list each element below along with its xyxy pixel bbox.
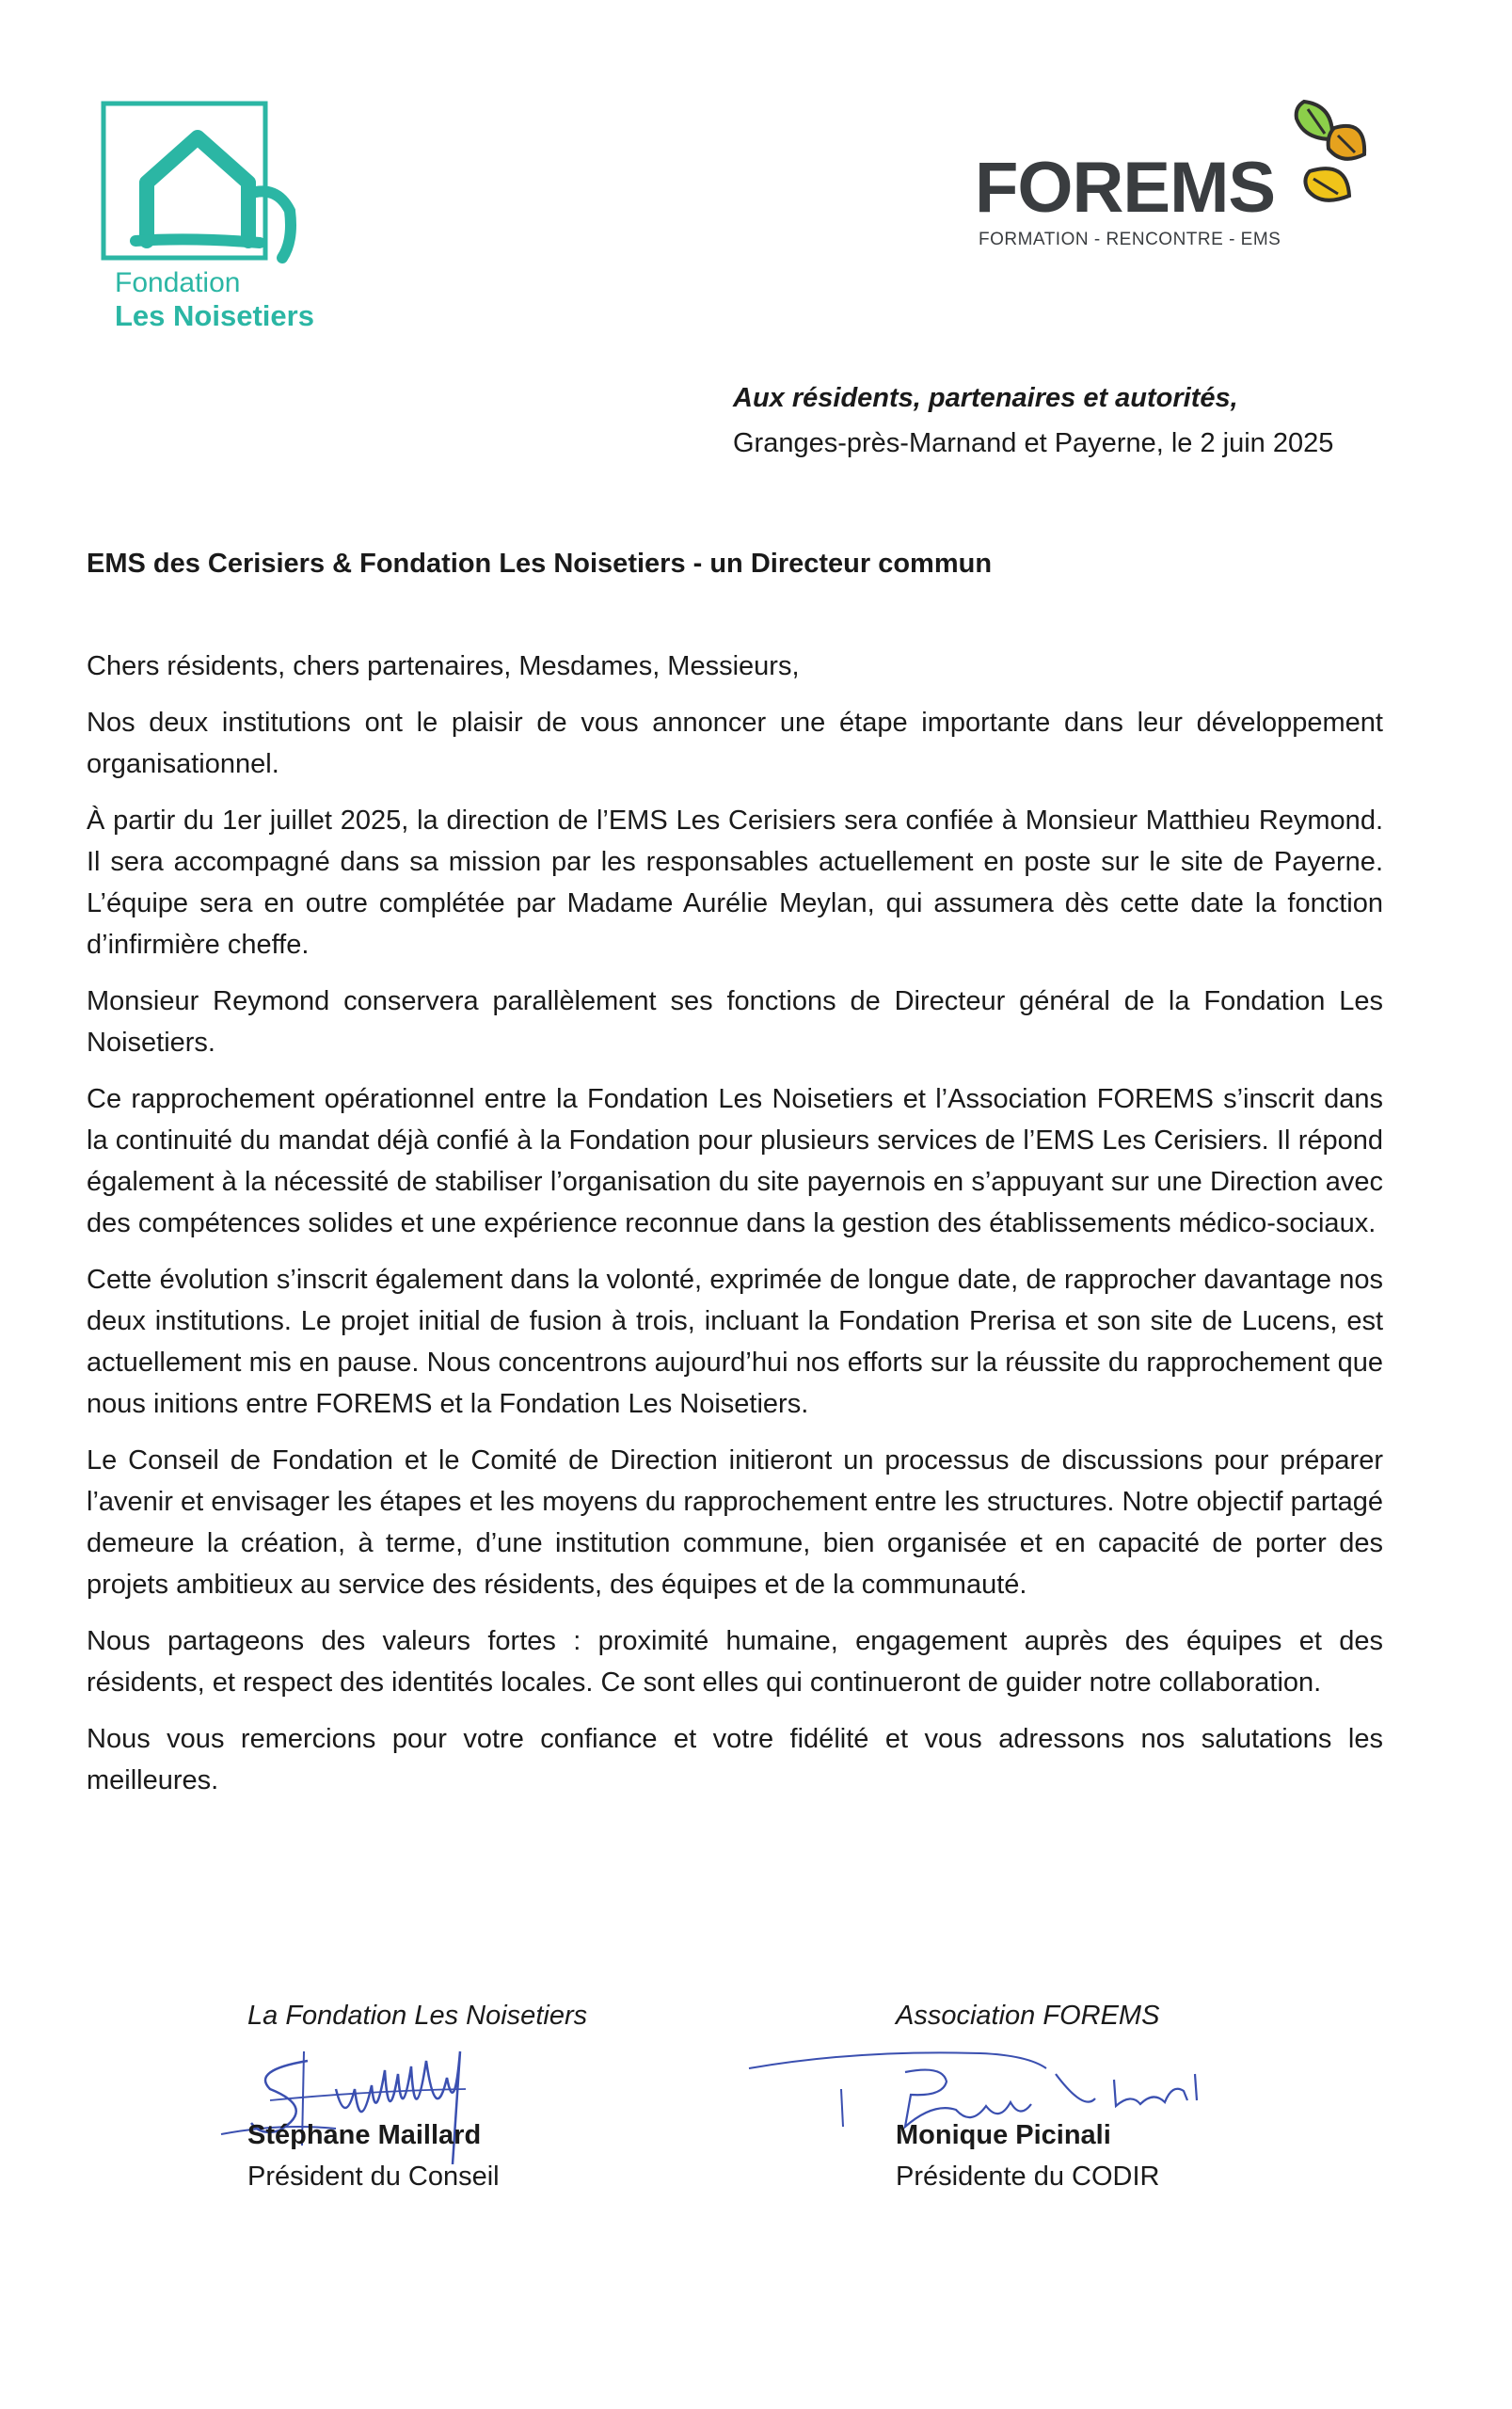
forems-wordmark: FOREMS — [975, 148, 1276, 228]
body-paragraph: Monsieur Reymond conservera parallèlement ses fonctions de Directeur général de la Fondation Les Noisetiers. — [87, 986, 1383, 1058]
signatory-role: Président du Conseil — [247, 2162, 500, 2192]
signature-block-noisetiers — [247, 1995, 718, 2192]
house-icon — [98, 100, 333, 264]
letter-subject: EMS des Cerisiers & Fondation Les Noisetiers - un Directeur commun — [87, 549, 993, 579]
signature-organization: La Fondation Les Noisetiers — [247, 2001, 588, 2031]
greeting-paragraph: Chers résidents, chers partenaires, Mesdames, Messieurs, — [87, 651, 800, 681]
fondation-les-noisetiers-logo — [98, 100, 333, 335]
closing-paragraph: Nous vous remercions pour votre confiance et votre fidélité et vous adressons nos salutations les meilleures. — [87, 1724, 1383, 1795]
forems-logo — [975, 98, 1370, 267]
signatory-name: Stéphane Maillard — [247, 2120, 482, 2150]
place-date: Granges-près-Marnand et Payerne, le 2 juin 2025 — [733, 428, 1334, 458]
leaves-icon — [1276, 98, 1370, 220]
addressee-salutation: Aux résidents, partenaires et autorités, — [733, 383, 1238, 413]
body-paragraph: À partir du 1er juillet 2025, la direction de l’EMS Les Cerisiers sera confiée à Monsieur Matthieu Reymond. Il sera accompagné dans sa mission par les responsables actuellement en poste sur le site de Payerne. L’équipe sera en outre complétée par Madame Aurélie Meylan, qui assumera dès cette date la fonction d’infirmière cheffe. — [87, 806, 1383, 960]
signatory-name: Monique Picinali — [896, 2120, 1111, 2150]
addressee-block — [733, 375, 1448, 466]
body-paragraph: Nous partageons des valeurs fortes : proximité humaine, engagement auprès des équipes et des résidents, et respect des identités locales. Ce sont elles qui continueront de guider notre collaboration. — [87, 1626, 1383, 1698]
signature-block-forems — [896, 1995, 1366, 2192]
body-paragraph: Nos deux institutions ont le plaisir de vous annoncer une étape importante dans leur développement organisationnel. — [87, 708, 1383, 779]
forems-tagline: FORMATION - RENCONTRE - EMS — [979, 230, 1281, 249]
body-paragraph: Cette évolution s’inscrit également dans la volonté, exprimée de longue date, de rapprocher davantage nos deux institutions. Le projet initial de fusion à trois, incluant la Fondation Prerisa et son site de Lucens, est actuellement mis en pause. Nous concentrons aujourd’hui nos efforts sur la réussite du rapprochement que nous initions entre FOREMS et la Fondation Les Noisetiers. — [87, 1265, 1383, 1419]
body-paragraph: Le Conseil de Fondation et le Comité de Direction initieront un processus de discussions pour préparer l’avenir et envisager les étapes et les moyens du rapprochement entre les structures. Notre objectif partagé demeure la création, à terme, d’une institution commune, bien organisée et en capacité de porter des projets ambitieux au service des résidents, des équipes et de la communauté. — [87, 1445, 1383, 1600]
logo-text-fondation: Fondation — [115, 267, 241, 298]
logo-text-les-noisetiers: Les Noisetiers — [115, 299, 314, 332]
signatory-role: Présidente du CODIR — [896, 2162, 1160, 2192]
signature-organization: Association FOREMS — [896, 2001, 1160, 2031]
body-paragraph: Ce rapprochement opérationnel entre la Fondation Les Noisetiers et l’Association FOREMS s’inscrit dans la continuité du mandat déjà confié à la Fondation pour plusieurs services de l’EMS Les Cerisiers. Il répond également à la nécessité de stabiliser l’organisation du site payernois en s’appuyant sur une Direction avec des compétences solides et une expérience reconnue dans la gestion des établissements médico-sociaux. — [87, 1084, 1383, 1238]
letter-body — [87, 646, 1383, 1816]
